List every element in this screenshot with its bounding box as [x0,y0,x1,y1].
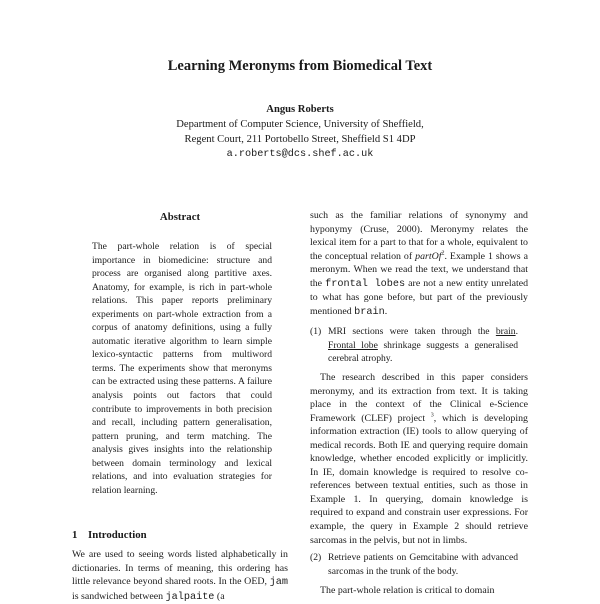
intro-text: (a [216,590,225,602]
underlined-frontal-lobe: Frontal lobe [328,339,378,351]
author-email[interactable]: a.roberts@dcs.shef.ac.uk [226,149,374,160]
author-address: Regent Court, 211 Portobello Street, Sheffield S1 4DP [184,134,416,145]
research-paragraph [310,371,528,547]
partof-term: partOf [415,250,442,262]
example-text: Retrieve patients on Gemcitabine with advanced sarcomas in the trunk of the body. [328,552,518,577]
introduction-paragraph [72,548,288,604]
section-heading-introduction [72,529,147,541]
meronymy-paragraph [310,209,528,319]
body-text: , which is developing information extraction (IE) tools to allow querying of medical records. Both IE and querying require domain knowledge, whether encoded explicitly or implicitly. In IE, domain knowledge is required to resolve co-references between textual entities, such as those in Example 1. In querying, domain knowledge is required to expand and constrain user expressions. For example, the query in Example 2 should retrieve sarcomas in the pelvis, but not in limbs. [310,412,528,546]
example-text [328,325,518,366]
example-label: (2) [310,552,322,563]
author-department: Department of Computer Science, University of Sheffield, [176,119,424,130]
example-text-part: shrinkage suggests a generalised cerebral atrophy. [328,339,519,365]
code-brain: brain [354,306,385,318]
abstract-text: The part-whole relation is of special importance in biomedicine: structure and process are organised along partitive axes. Anatomy, for example, is rich in part-whole relations. This paper reports preliminary experiments on part-whole extraction from a corpus of anatomy definitions, using a fully automatic iterative algorithm to learn simple lexico-syntactic patterns from multiword terms. The experiments show that meronyms can be extracted using these patterns. A failure analysis points out factors that could contribute to improvements in both precision and recall, including pattern generalisation, pattern pruning, and term matching. The analysis gives insights into the relationship between domain terminology and lexical relations, and into evaluation strategies for relation learning. [92,241,272,496]
intro-text: We are used to seeing words listed alphabetically in dictionaries. In terms of meaning, this ordering has little relevance beyond shared roots. In the OED, [72,549,288,588]
body-text: are not a new entity unrelated to what has gone before, but part of the previously mentioned [310,277,529,317]
underlined-brain: brain [495,326,516,337]
body-text: . [384,305,388,317]
example-text-part: . [515,326,518,337]
code-jam: jam [269,577,288,589]
example-text-part: MRI sections were taken through the [328,326,490,337]
author-name: Angus Roberts [266,104,334,115]
intro-text: is sandwiched between [72,590,164,602]
author-block [0,102,600,162]
example-label: (1) [310,326,322,337]
footnote-marker: 2 [441,250,445,257]
abstract-heading: Abstract [159,211,201,223]
body-text: . Example 1 shows a meronym. When we read the text, we understand that the [310,250,528,289]
code-jalpaite: jalpaite [165,591,215,603]
section-number: 1 [72,529,78,541]
footnote-marker: 3 [430,412,434,419]
code-frontal-lobes: frontal lobes [325,278,406,290]
section-title: Introduction [88,529,147,541]
body-text: The research described in this paper considers meronymy, and its extraction from text. It is taking place in the context of the Clinical e-Science Framework (CLEF) project [310,372,528,424]
paper-title: Learning Meronyms from Biomedical Text [167,58,433,74]
part-whole-paragraph: The part-whole relation is critical to domain [320,585,495,596]
body-text: such as the familiar relations of synonymy and hyponymy (Cruse, 2000). Meronymy relates the lexical item for a part to that for a whole, equivalent to the conceptual relation of [310,210,528,262]
